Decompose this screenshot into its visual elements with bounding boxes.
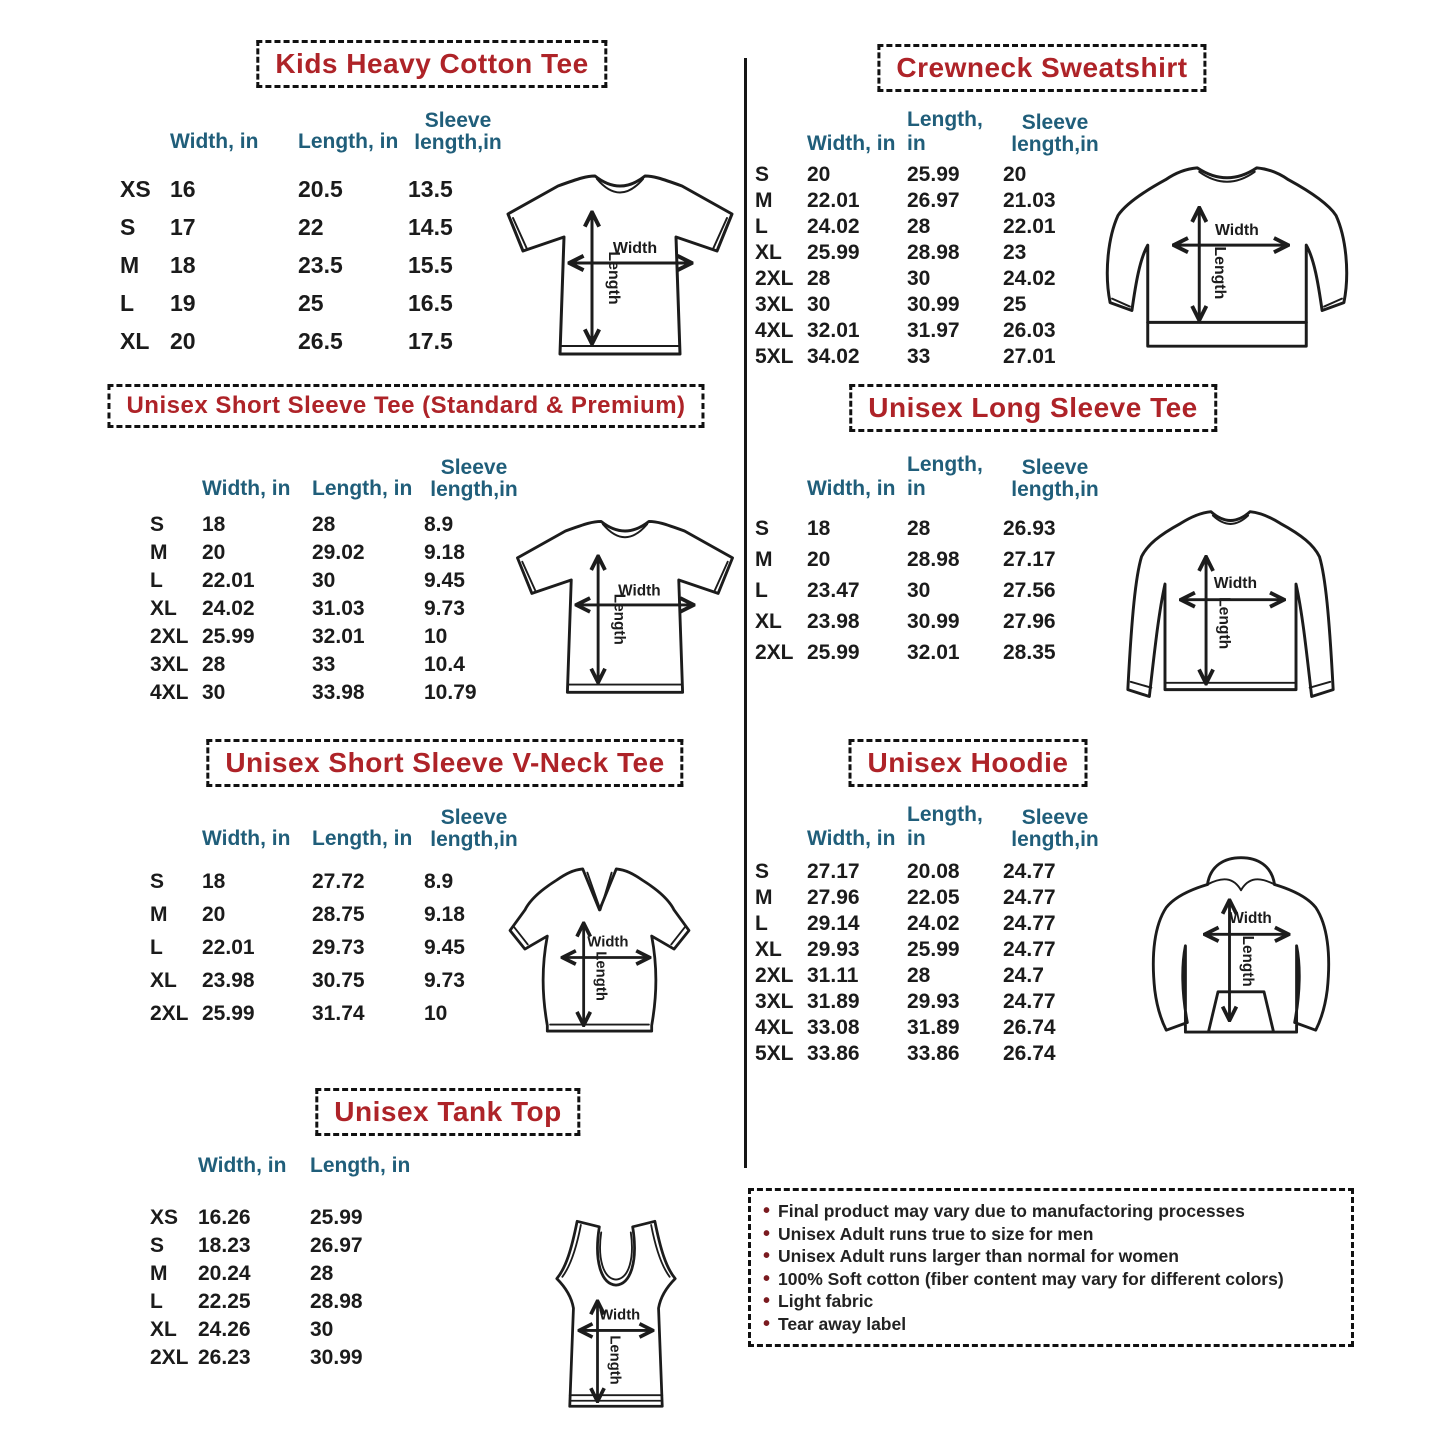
note-item [763,1200,1339,1223]
size-label: XS [150,1206,179,1229]
table-row [150,511,524,539]
table-row [755,188,1107,214]
table-cell: 33.86 [807,1042,860,1065]
table-cell: 27.96 [1003,609,1056,633]
size-label: 2XL [755,964,794,987]
bullet-icon: • [763,1245,771,1267]
bullet-icon: • [763,1312,771,1335]
table-row [755,1015,1107,1041]
table-cell: 23 [1003,241,1027,264]
table-cell: 15.5 [408,251,453,278]
table-cell: 28.98 [907,241,960,264]
table-row [755,989,1107,1015]
table-cell: 25 [1003,293,1027,316]
table-cell: 25.99 [807,241,860,264]
note-text: Unisex Adult runs true to size for men [778,1223,1094,1244]
size-label: 2XL [755,267,794,290]
table-row [755,292,1107,318]
table-row [150,1232,420,1260]
table-cell: 30 [807,293,831,316]
table-cell: 30 [312,569,336,592]
table-cell: 33.98 [312,681,365,704]
table-row [755,637,1107,668]
table-cell: 30.75 [312,968,365,992]
table-cell: 25 [298,289,324,316]
table-cell: 20 [202,902,226,926]
note-item [763,1313,1339,1336]
table-row [150,567,524,595]
column-header: Width, in [202,477,291,500]
table-cell: 20.5 [298,175,343,202]
size-table-long-sleeve-tee [755,445,1107,668]
table-cell: 20 [170,327,196,354]
table-cell: 31.03 [312,597,365,620]
table-cell: 28 [907,215,931,238]
column-header: Length, in [907,803,983,850]
table-cell: 29.93 [907,990,960,1013]
table-cell: 23.5 [298,251,343,278]
table-cell: 26.74 [1003,1016,1056,1039]
table-cell: 31.89 [907,1016,960,1039]
table-cell: 18 [807,516,831,540]
table-cell: 9.73 [424,597,465,620]
size-label: S [755,516,770,540]
note-item [763,1223,1339,1246]
table-row [755,513,1107,544]
table-cell: 28 [310,1262,334,1285]
column-header: Sleeve length,in [414,108,502,154]
size-label: 2XL [150,1346,189,1369]
size-label: 2XL [150,1001,189,1025]
length-label: Length [1238,935,1256,987]
bullet-icon: • [763,1267,771,1290]
table-cell: 26.23 [198,1346,251,1369]
column-header: Sleeve length,in [1011,805,1099,851]
section-title: Unisex Short Sleeve Tee (Standard & Premium) [107,384,704,428]
section-title: Unisex Hoodie [849,739,1088,787]
table-cell: 22.05 [907,886,960,909]
size-label: 2XL [755,640,794,664]
note-text: Final product may vary due to manufactoring processes [778,1201,1245,1221]
length-label: Length [592,951,609,1001]
size-label: S [150,869,165,893]
column-header: Length, in [298,130,399,153]
table-row [150,539,524,567]
table-cell: 10.79 [424,681,477,704]
table-cell: 20.24 [198,1262,251,1285]
table-header-row [755,445,1107,501]
table-cell: 33.08 [807,1016,860,1039]
note-text: Unisex Adult runs larger than normal for women [778,1246,1179,1266]
table-cell: 24.77 [1003,990,1056,1013]
table-row [755,575,1107,606]
sweatshirt-diagram [1088,152,1366,365]
column-header: Width, in [807,132,896,155]
length-label: Length [606,1335,623,1385]
column-header: Length, in [907,453,983,500]
section-title: Unisex Short Sleeve V-Neck Tee [206,739,683,787]
table-cell: 29.73 [312,935,365,959]
table-cell: 8.9 [424,513,454,536]
table-cell: 27.56 [1003,578,1056,602]
table-header-row [755,795,1107,851]
length-label: Length [1215,597,1233,650]
table-cell: 22.01 [202,569,255,592]
table-row [150,595,524,623]
width-label: Width [587,934,629,951]
table-row [120,322,508,360]
table-cell: 9.18 [424,541,465,564]
table-cell: 25.99 [807,640,860,664]
table-cell: 9.45 [424,569,465,592]
table-cell: 25.99 [907,938,960,961]
table-row [755,162,1107,188]
v-neck-tee-diagram [497,852,702,1062]
table-cell: 28.98 [310,1290,363,1313]
table-row [755,606,1107,637]
table-cell: 25.99 [202,1001,255,1025]
table-cell: 18 [170,251,196,278]
size-label: M [755,547,773,571]
table-cell: 10 [424,625,448,648]
table-cell: 27.17 [807,860,860,883]
table-cell: 24.77 [1003,912,1056,935]
column-header: Length, in [310,1154,411,1177]
table-cell: 27.72 [312,869,365,893]
table-cell: 27.96 [807,886,860,909]
table-cell: 23.47 [807,578,860,602]
size-table-v-neck-tee [150,795,524,1030]
note-text: Tear away label [778,1313,907,1334]
size-label: S [150,1234,165,1257]
column-header: Sleeve length,in [1011,110,1099,156]
note-text: 100% Soft cotton (fiber content may vary for different colors) [778,1268,1284,1289]
note-item [763,1245,1339,1268]
table-header-row [755,100,1107,156]
column-header: Length, in [312,827,413,850]
table-cell: 28 [312,513,336,536]
section-title: Unisex Tank Top [315,1088,580,1136]
width-label: Width [1229,909,1272,927]
table-cell: 31.97 [907,319,960,342]
section-title: Unisex Long Sleeve Tee [849,384,1217,432]
table-cell: 24.26 [198,1318,251,1341]
table-row [755,240,1107,266]
table-row [755,937,1107,963]
note-text: Light fabric [778,1291,874,1311]
table-cell: 28.35 [1003,640,1056,664]
width-label: Width [618,582,661,600]
table-cell: 24.02 [202,597,255,620]
table-row [150,865,524,898]
table-cell: 31.11 [807,964,859,987]
table-cell: 26.74 [1003,1042,1056,1065]
size-label: XL [755,241,782,264]
size-label: M [755,189,773,212]
column-header: Sleeve length,in [1011,455,1099,501]
table-cell: 26.03 [1003,319,1056,342]
table-cell: 34.02 [807,345,860,368]
length-label: Length [605,251,622,305]
table-cell: 24.7 [1003,964,1044,987]
table-cell: 14.5 [408,213,453,240]
size-label: M [150,902,168,926]
section-title: Crewneck Sweatshirt [877,44,1206,92]
size-table-hoodie [755,795,1107,1067]
bullet-icon: • [763,1290,771,1312]
size-label: 5XL [755,345,794,368]
table-header-row [120,98,508,154]
length-label: Length [610,593,628,645]
table-row [150,898,524,931]
size-label: XL [150,1318,177,1341]
table-row [755,911,1107,937]
table-row [755,859,1107,885]
section-title: Kids Heavy Cotton Tee [256,40,607,88]
notes-box [748,1188,1354,1347]
size-label: L [150,935,163,959]
table-cell: 9.73 [424,968,465,992]
table-cell: 18 [202,513,226,536]
table-cell: 32.01 [312,625,365,648]
table-cell: 17.5 [408,327,453,354]
table-cell: 28 [807,267,831,290]
table-row [120,246,508,284]
table-cell: 24.02 [1003,267,1056,290]
table-cell: 9.45 [424,935,465,959]
width-label: Width [1214,222,1259,240]
table-cell: 24.77 [1003,886,1056,909]
table-cell: 28.98 [907,547,960,571]
size-label: S [120,213,136,240]
column-header: Width, in [807,477,896,500]
size-label: XS [120,175,151,202]
table-cell: 32.01 [907,640,960,664]
size-label: M [150,541,168,564]
size-table-crewneck [755,100,1107,370]
table-cell: 28.75 [312,902,365,926]
table-cell: 28 [907,964,931,987]
table-cell: 22.01 [1003,215,1056,238]
column-header: Width, in [202,827,291,850]
table-cell: 10 [424,1001,448,1025]
table-cell: 30 [310,1318,334,1341]
size-label: 5XL [755,1042,794,1065]
table-row [150,651,524,679]
size-label: S [755,860,770,883]
size-label: L [150,569,163,592]
table-header-row [150,1148,420,1178]
table-cell: 25.99 [310,1206,363,1229]
table-cell: 26.97 [310,1234,363,1257]
column-header: Sleeve length,in [430,455,518,501]
table-row [150,931,524,964]
size-label: L [120,289,135,316]
table-cell: 27.01 [1003,345,1056,368]
table-row [755,963,1107,989]
table-cell: 30 [202,681,226,704]
table-cell: 22.01 [807,189,860,212]
table-cell: 22.25 [198,1290,251,1313]
table-cell: 23.98 [807,609,860,633]
table-row [120,208,508,246]
table-cell: 24.77 [1003,860,1056,883]
table-cell: 8.9 [424,869,454,893]
size-label: XL [150,597,177,620]
table-row [755,214,1107,240]
size-label: S [150,513,165,536]
table-cell: 24.77 [1003,938,1056,961]
table-row [755,1041,1107,1067]
table-cell: 33 [312,653,336,676]
column-header: Width, in [807,827,896,850]
table-header-row [150,795,524,851]
table-cell: 20.08 [907,860,960,883]
size-label: S [755,163,770,186]
size-label: 3XL [755,293,794,316]
table-cell: 24.02 [907,912,960,935]
table-row [150,997,524,1030]
size-table-kids-tee [120,98,508,360]
note-item [763,1290,1339,1313]
long-sleeve-tee-diagram [1108,498,1353,718]
table-cell: 25.99 [202,625,255,648]
table-cell: 30 [907,267,931,290]
table-cell: 20 [807,547,831,571]
table-cell: 25.99 [907,163,960,186]
table-row [150,964,524,997]
table-cell: 30.99 [907,293,960,316]
table-cell: 26.5 [298,327,343,354]
size-label: M [150,1262,168,1285]
size-table-tank-top [150,1148,420,1372]
width-label: Width [1213,574,1258,592]
table-row [150,1344,420,1372]
table-cell: 16 [170,175,196,202]
table-row [755,266,1107,292]
table-cell: 16.5 [408,289,453,316]
table-cell: 28 [907,516,931,540]
table-cell: 22 [298,213,324,240]
size-label: L [755,578,768,602]
table-cell: 18.23 [198,1234,251,1257]
table-cell: 13.5 [408,175,453,202]
table-cell: 31.89 [807,990,860,1013]
table-cell: 22.01 [202,935,255,959]
bullet-icon: • [763,1200,771,1222]
size-label: 3XL [150,653,189,676]
size-label: 3XL [755,990,794,1013]
table-cell: 18 [202,869,226,893]
table-row [755,344,1107,370]
table-row [150,679,524,707]
tshirt-diagram [505,502,745,704]
table-cell: 20 [807,163,831,186]
length-label: Length [1211,246,1229,300]
table-row [755,318,1107,344]
table-cell: 29.02 [312,541,365,564]
table-cell: 17 [170,213,196,240]
table-cell: 20 [1003,163,1027,186]
table-row [755,544,1107,575]
table-row [120,170,508,208]
table-cell: 30 [907,578,931,602]
size-label: M [120,251,140,278]
table-cell: 31.74 [312,1001,365,1025]
table-cell: 27.17 [1003,547,1056,571]
table-row [150,1260,420,1288]
size-table-short-sleeve-tee [150,445,524,707]
size-label: L [755,912,768,935]
table-cell: 21.03 [1003,189,1056,212]
table-cell: 32.01 [807,319,860,342]
tank-top-diagram [542,1210,690,1437]
width-label: Width [599,1307,641,1324]
table-cell: 10.4 [424,653,465,676]
size-label: XL [755,609,782,633]
table-cell: 26.93 [1003,516,1056,540]
table-row [150,623,524,651]
column-header: Width, in [170,130,259,153]
table-header-row [150,445,524,501]
table-cell: 20 [202,541,226,564]
table-cell: 16.26 [198,1206,251,1229]
column-header: Length, in [312,477,413,500]
size-label: XL [755,938,782,961]
bullet-icon: • [763,1222,771,1245]
table-cell: 26.97 [907,189,960,212]
size-label: 2XL [150,625,189,648]
table-cell: 28 [202,653,226,676]
column-header: Length, in [907,108,983,155]
column-header: Sleeve length,in [430,805,518,851]
table-row [150,1204,420,1232]
table-row [150,1288,420,1316]
table-row [120,284,508,322]
table-cell: 23.98 [202,968,255,992]
tshirt-diagram [495,156,745,366]
width-label: Width [612,240,658,257]
note-item [763,1268,1339,1291]
hoodie-diagram [1126,848,1356,1059]
size-label: M [755,886,773,909]
table-cell: 30.99 [907,609,960,633]
table-cell: 19 [170,289,196,316]
table-row [150,1316,420,1344]
table-cell: 30.99 [310,1346,363,1369]
table-cell: 24.02 [807,215,860,238]
column-header: Width, in [198,1154,287,1177]
table-cell: 33.86 [907,1042,960,1065]
size-label: L [150,1290,163,1313]
table-cell: 29.14 [807,912,860,935]
size-label: 4XL [755,319,794,342]
table-cell: 29.93 [807,938,860,961]
table-cell: 9.18 [424,902,465,926]
size-label: XL [150,968,177,992]
size-label: XL [120,327,150,354]
table-cell: 33 [907,345,931,368]
size-label: 4XL [150,681,189,704]
size-label: L [755,215,768,238]
table-row [755,885,1107,911]
size-label: 4XL [755,1016,794,1039]
